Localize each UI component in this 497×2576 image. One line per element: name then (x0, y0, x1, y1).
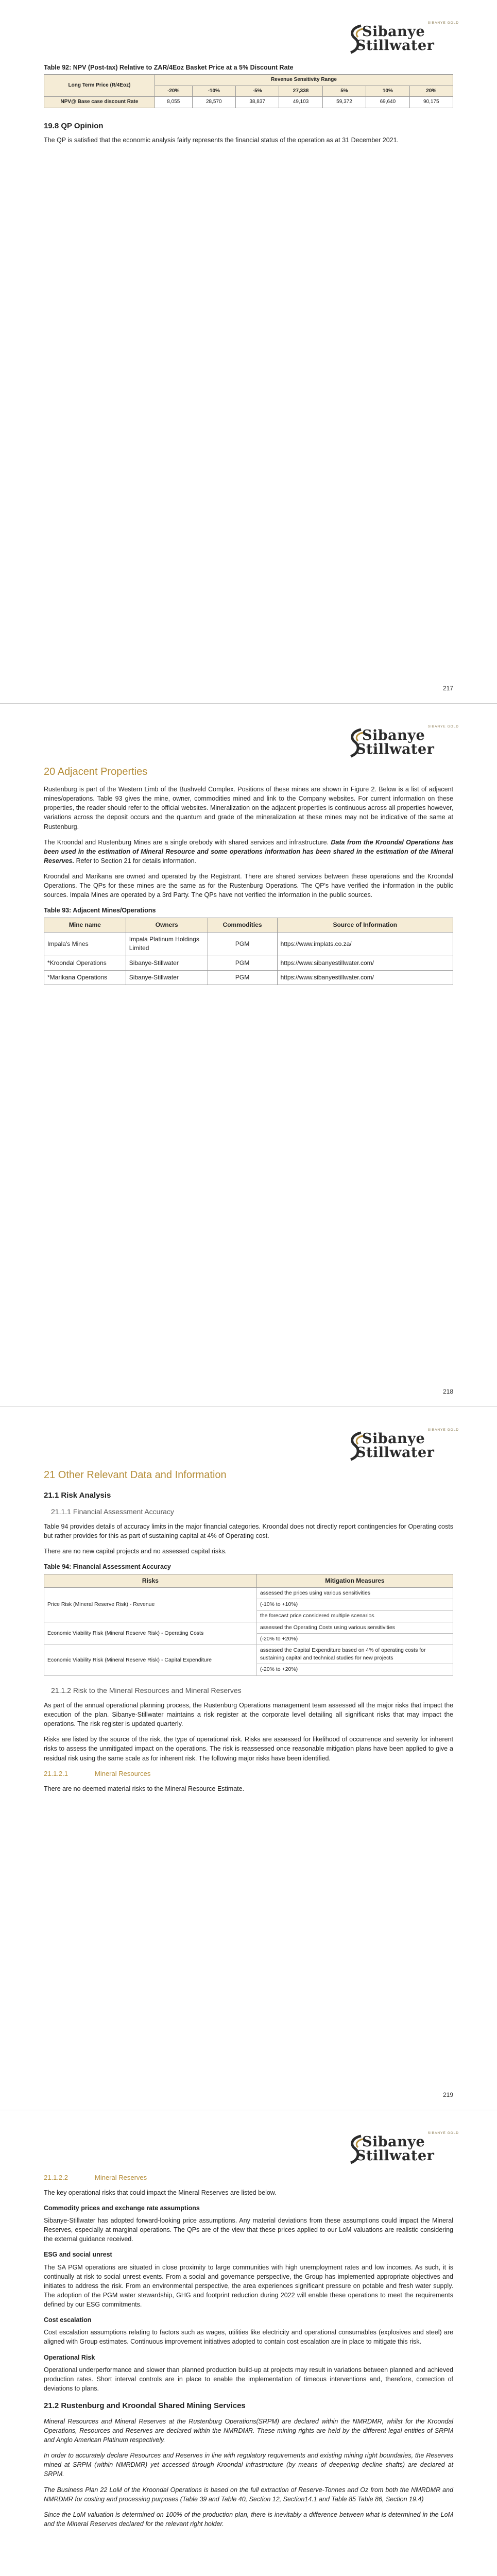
table-row (44, 971, 453, 985)
logo-line1: Sibanye (362, 727, 425, 743)
page-217 (0, 0, 497, 703)
logo-line2: Stillwater (356, 38, 435, 54)
table92-label-col: Long Term Price (R/4Eoz) (44, 75, 155, 97)
logo-line2: Stillwater (356, 1445, 435, 1461)
section-20-title: 20 Adjacent Properties (44, 766, 148, 777)
section-21-title: 21 Other Relevant Data and Information (44, 1469, 227, 1481)
risk-para4: Risks are listed by the source of the risk, the type of operational risk. Risks are assessed for likelihood of occurrence and severity for inherent risks to assess the unmitigated impact on the operations. The risk is reassessed once reasonable mitigation plans have been applied to give a residual risk using the same scale as for inherent risk. The following major risks have been identified. (44, 1736, 453, 1762)
shared-para2: In order to accurately declare Resources and Reserves in line with regulatory requirements and existing mining right boundaries, the Reserves mined at SRPM (within NMRDMR) yet accessed through Kroondal infrastructure (by means of deepening decline shafts) are declared at SRPM. (44, 2452, 453, 2478)
heading-19-8: 19.8 QP Opinion (44, 121, 104, 130)
table92-col: -10% (192, 86, 235, 97)
table94-risk: Economic Viability Risk (Mineral Reserve Risk) - Capital Expenditure (44, 1645, 257, 1676)
commodity-text: Sibanye-Stillwater has adopted forward-looking price assumptions. Any material deviations from these assumptions could impact the Mineral Reserves, especially at marginal operations. The QPs are of the view that these prices applied to our LoM valuations are realistic considering the external guidance received. (44, 2217, 453, 2243)
table93-cell: *Marikana Operations (44, 971, 126, 985)
table94-risk: Price Risk (Mineral Reserve Risk) - Revenue (44, 1587, 257, 1622)
table93-header: Owners (126, 918, 208, 932)
table93-link[interactable]: https://www.implats.co.za/ (277, 932, 453, 956)
heading-21-1-1: 21.1.1 Financial Assessment Accuracy (51, 1507, 174, 1516)
table93 (44, 918, 453, 986)
heading-21-1-2-1-title: Mineral Resources (95, 1769, 151, 1777)
table-row (44, 1645, 453, 1664)
table-row (44, 1622, 453, 1633)
heading-21-1-2-2-title: Mineral Reserves (95, 2174, 147, 2181)
table93-header: Mine name (44, 918, 126, 932)
risk-para3: As part of the annual operational planning process, the Rustenburg Operations management team assessed all the major risks that impact the execution of the plan. Sibanye-Stillwater maintains a risk register at the corporate level detailing all significant risks that may impact the operations. The risk register is updated quarterly. (44, 1701, 453, 1728)
table92-col: 10% (366, 86, 409, 97)
table92-cell: 90,175 (409, 97, 453, 108)
table92-row-label: NPV@ Base case discount Rate (44, 97, 155, 108)
shared-para1b: These mining rights are held by the different legal entities of SRPM and Anglo American Platinum respectively. (44, 2427, 453, 2444)
table92-col: -20% (155, 86, 193, 97)
table94-measure: (-20% to +20%) (256, 1633, 453, 1645)
table93-cell: Sibanye-Stillwater (126, 971, 208, 985)
table93-link[interactable]: https://www.sibanyestillwater.com/ (277, 971, 453, 985)
page-220 (0, 2110, 497, 2576)
esg-heading: ESG and social unrest (44, 2251, 112, 2259)
shared-para3: The Business Plan 22 LoM of the Kroondal Operations is based on the full extraction of Reserve-Tonnes and Oz from both the NMRDMR and NMRDMR for costing and processing purposes (Table 39 and Table 40, Section 12, Section14.1 and Table 85 Table 86, Section 19.4) (44, 2486, 453, 2503)
table-row (44, 1587, 453, 1599)
page-number: 219 (442, 2091, 453, 2098)
cost-text: Cost escalation assumptions relating to factors such as wages, utilities like electricity and operational consumables (explosives and steel) are aligned with Group estimates. Continuous improvement initiatives adopted to contain cost escalation are in place to mitigate this risk. (44, 2329, 453, 2346)
table-row (44, 956, 453, 970)
table94-measure: assessed the Operating Costs using various sensitivities (256, 1622, 453, 1633)
table93-header: Commodities (208, 918, 277, 932)
esg-text: The SA PGM operations are situated in close proximity to large communities with high unemployment rates and low incomes. As such, it is continually at risk to social unrest events. From a social and governance perspective, the Group has implemented appropriate objectives and initiates to address the risk. From an environmental perspective, the area experiences significant pressure on potable and fresh water supply. The adoption of the PGM water stewardship, GHG and footprint reduction during 2022 will enable these operations to meet the requirements defined by our ESG commitments. (44, 2263, 453, 2309)
sibanye-stillwater-logo (348, 2130, 461, 2166)
table92-group-header: Revenue Sensitivity Range (155, 75, 453, 86)
table92 (44, 74, 453, 108)
table92-col: 5% (322, 86, 366, 97)
table94-risk: Economic Viability Risk (Mineral Reserve Risk) - Operating Costs (44, 1622, 257, 1645)
adjacent-para2a: The Kroondal and Rustenburg Mines are a single orebody with shared services and infrastructure. (44, 838, 329, 846)
page-number: 217 (442, 684, 453, 692)
table92-cell: 49,103 (279, 97, 322, 108)
shared-para1a: Mineral Resources and Mineral Reserves at the Rustenburg Operations(SRPM) are declared within the NMRDMR, whilst for the Kroondal Operations, Resources and Reserves are declared within the NMRDMR. (44, 2417, 453, 2434)
shared-para1 (44, 2417, 453, 2445)
sibanye-stillwater-logo (348, 1427, 461, 1463)
table93-cell: PGM (208, 932, 277, 956)
adjacent-para2c: Refer to Section 21 for details information. (76, 857, 197, 865)
adjacent-para2 (44, 838, 453, 866)
adjacent-para3: Kroondal and Marikana are owned and operated by the Registrant. There are shared services between these operations and the Kroondal Operations. The QPs for these mines are the same as for the Rustenburg Operations. The QP's have verified the information in the public sources. Impala Mines are operated by a 3rd Party. The QPs have not verified the information in the public sources. (44, 873, 453, 899)
heading-21-1: 21.1 Risk Analysis (44, 1491, 111, 1500)
heading-21-2: 21.2 Rustenburg and Kroondal Shared Mining Services (44, 2401, 246, 2411)
operational-heading: Operational Risk (44, 2353, 95, 2361)
heading-21-1-2-2 (44, 2173, 453, 2183)
logo-tagline: SIBANYE GOLD (427, 2131, 459, 2135)
page-219 (0, 1406, 497, 2110)
logo-tagline: SIBANYE GOLD (427, 21, 459, 25)
table92-col: -5% (235, 86, 279, 97)
table94-measure: assessed the Capital Expenditure based on 4% of operating costs for sustaining capital and technical studies for new projects (256, 1645, 453, 1664)
reserves-intro: The key operational risks that could impact the Mineral Reserves are listed below. (44, 2189, 277, 2196)
adjacent-para2b: Data from the Kroondal Operations has been used in the estimation of Mineral Resource and some operations information has been shared in the estimation of the Mineral Reserves. (44, 838, 453, 865)
table94 (44, 1574, 453, 1676)
cost-heading: Cost escalation (44, 2316, 92, 2324)
risk-para1: Table 94 provides details of accuracy limits in the major financial categories. Kroondal does not directly report contingencies for Operating costs but rather provides for this as part of sustaining capital at 4% of Operating cost. (44, 1523, 453, 1540)
table92-caption: Table 92: NPV (Post-tax) Relative to ZAR/4Eoz Basket Price at a 5% Discount Rate (44, 64, 294, 71)
table92-col: 20% (409, 86, 453, 97)
table92-cell: 8,055 (155, 97, 193, 108)
risk-para2: There are no new capital projects and no assessed capital risks. (44, 1548, 227, 1555)
logo-line2: Stillwater (356, 741, 435, 757)
heading-21-1-2: 21.1.2 Risk to the Mineral Resources and Mineral Reserves (51, 1686, 242, 1694)
table94-measure: (-10% to +10%) (256, 1599, 453, 1611)
table93-link[interactable]: https://www.sibanyestillwater.com/ (277, 956, 453, 970)
table94-caption: Table 94: Financial Assessment Accuracy (44, 1563, 171, 1571)
table94-header: Risks (44, 1574, 257, 1587)
logo-line1: Sibanye (362, 2134, 425, 2150)
commodity-heading: Commodity prices and exchange rate assumptions (44, 2204, 200, 2212)
table94-measure: assessed the prices using various sensitivities (256, 1587, 453, 1599)
table94-measure: (-20% to +20%) (256, 1664, 453, 1675)
heading-21-1-2-1 (44, 1769, 453, 1779)
logo-line2: Stillwater (356, 2148, 435, 2164)
table94-measure: the forecast price considered multiple scenarios (256, 1611, 453, 1622)
table93-header: Source of Information (277, 918, 453, 932)
table93-cell: Sibanye-Stillwater (126, 956, 208, 970)
logo-tagline: SIBANYE GOLD (427, 1428, 459, 1432)
heading-21-1-2-2-num: 21.1.2.2 (44, 2174, 68, 2181)
logo-tagline: SIBANYE GOLD (427, 725, 459, 728)
table-row (44, 932, 453, 956)
table93-cell: PGM (208, 971, 277, 985)
table93-cell: Impala Platinum Holdings Limited (126, 932, 208, 956)
table92-cell: 28,570 (192, 97, 235, 108)
table93-caption: Table 93: Adjacent Mines/Operations (44, 907, 156, 914)
adjacent-para1: Rustenburg is part of the Western Limb of the Bushveld Complex. Positions of these mines are shown in Figure 2. Below is a list of adjacent mines/operations. Table 93 gives the mine, owner, commodities mined and link to the Company websites. For current information on these properties, the reader should refer to the official websites. Mineralization on the adjacent properties is continuous across all properties however, variations across the deposit occurs and the quantum and grade of the mineralization at these mines may not be indicative of the same at Rustenburg. (44, 786, 453, 831)
table92-cell: 38,837 (235, 97, 279, 108)
operational-text: Operational underperformance and slower than planned production build-up at projects may result in variations between planned and achieved production rates. Short interval controls are in place to enable the implementation of timeous interventions and, therefore, correction of deviations to plans. (44, 2366, 453, 2392)
logo-line1: Sibanye (362, 1431, 425, 1447)
sibanye-stillwater-logo (348, 723, 461, 759)
table94-header: Mitigation Measures (256, 1574, 453, 1587)
shared-para4: Since the LoM valuation is determined on 100% of the production plan, there is inevitably a difference between what is determined in the LoM and the Mineral Reserves declared for the relevant right holder. (44, 2511, 453, 2528)
page-number: 218 (442, 1387, 453, 1395)
table92-col: 27,338 (279, 86, 322, 97)
qp-opinion-text: The QP is satisfied that the economic analysis fairly represents the financial status of the operation as at 31 December 2021. (44, 137, 399, 144)
table92-cell: 69,640 (366, 97, 409, 108)
table92-cell: 59,372 (322, 97, 366, 108)
table93-cell: Impala's Mines (44, 932, 126, 956)
table93-cell: *Kroondal Operations (44, 956, 126, 970)
risk-para5: There are no deemed material risks to the Mineral Resource Estimate. (44, 1785, 245, 1792)
table93-cell: PGM (208, 956, 277, 970)
heading-21-1-2-1-num: 21.1.2.1 (44, 1769, 68, 1777)
logo-line1: Sibanye (362, 24, 425, 40)
page-218 (0, 703, 497, 1406)
sibanye-stillwater-logo (348, 20, 461, 56)
